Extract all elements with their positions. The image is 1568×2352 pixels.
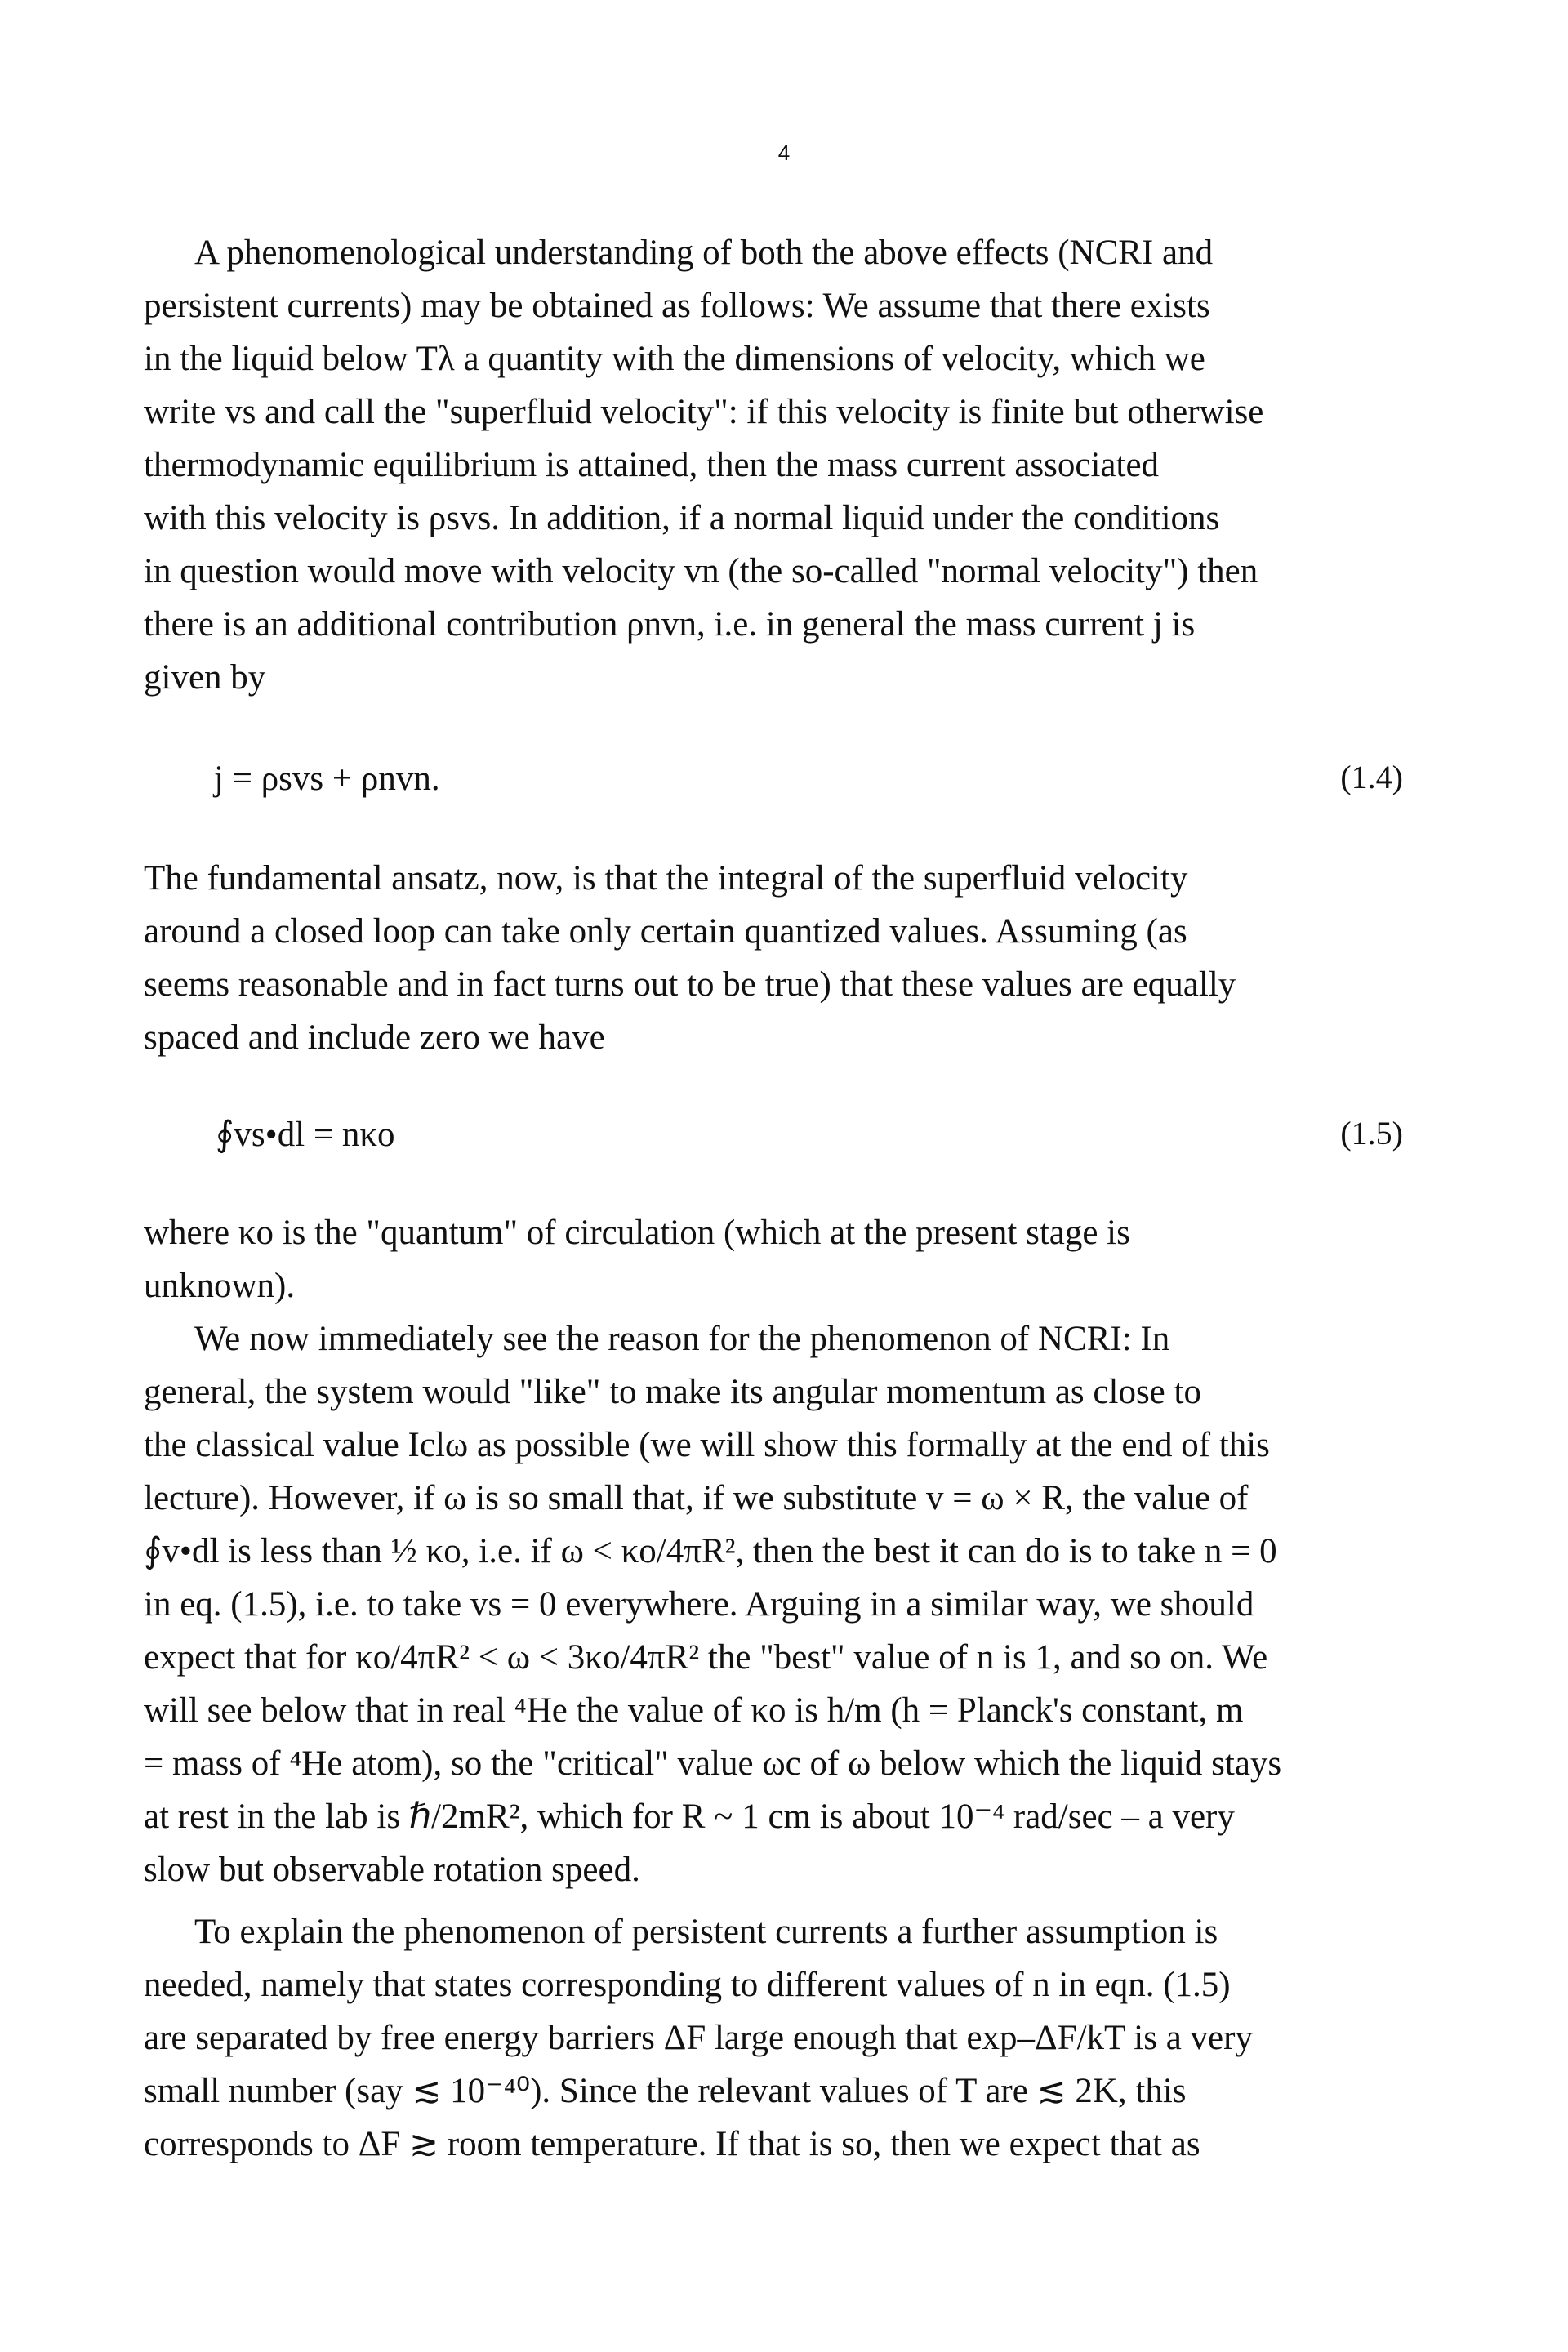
paragraph2-line-2: around a closed loop can take only certain quantized values. Assuming (as	[144, 912, 1187, 951]
paragraph1-line-1: A phenomenological understanding of both the above effects (NCRI and	[194, 234, 1214, 272]
paragraph5-line-4: small number (say ≲ 10⁻⁴⁰). Since the relevant values of T are ≲ 2K, this	[144, 2072, 1187, 2110]
equation-1-5-label: (1.5)	[1340, 1115, 1403, 1152]
equation-1-5: ∮vs•dl = nκo	[216, 1116, 395, 1154]
page-number: 4	[777, 140, 791, 165]
paragraph4-line-9: = mass of ⁴He atom), so the "critical" value ωc of ω below which the liquid stays	[144, 1744, 1282, 1783]
paragraph3-line-2: unknown).	[144, 1267, 296, 1305]
paragraph4-line-3: the classical value Iclω as possible (we will show this formally at the end of this	[144, 1426, 1270, 1464]
paragraph2-line-1: The fundamental ansatz, now, is that the integral of the superfluid velocity	[144, 859, 1188, 898]
paragraph1-line-3: in the liquid below Tλ a quantity with the dimensions of velocity, which we	[144, 340, 1205, 378]
paragraph2-line-4: spaced and include zero we have	[144, 1018, 605, 1057]
paragraph5-line-1: To explain the phenomenon of persistent currents a further assumption is	[194, 1913, 1218, 1951]
paragraph4-line-2: general, the system would "like" to make its angular momentum as close to	[144, 1373, 1201, 1411]
paragraph5-line-2: needed, namely that states corresponding to different values of n in eqn. (1.5)	[144, 1966, 1231, 2004]
equation-1-4: j = ρsvs + ρnvn.	[214, 760, 440, 798]
paragraph4-line-5: ∮v•dl is less than ½ κo, i.e. if ω < κo/4πR², then the best it can do is to take n = 0	[144, 1532, 1277, 1570]
equation-1-4-label: (1.4)	[1340, 759, 1403, 795]
paragraph1-line-9: given by	[144, 658, 266, 697]
paragraph5-line-5: corresponds to ΔF ≳ room temperature. If that is so, then we expect that as	[144, 2125, 1200, 2163]
paragraph1-line-8: there is an additional contribution ρnvn, i.e. in general the mass current j is	[144, 605, 1196, 644]
paragraph4-line-6: in eq. (1.5), i.e. to take vs = 0 everywhere. Arguing in a similar way, we should	[144, 1585, 1254, 1624]
paragraph2-line-3: seems reasonable and in fact turns out to be true) that these values are equally	[144, 965, 1236, 1004]
paragraph1-line-4: write vs and call the "superfluid velocity": if this velocity is finite but otherwise	[144, 393, 1264, 431]
paragraph4-line-10: at rest in the lab is ℏ/2mR², which for R ~ 1 cm is about 10⁻⁴ rad/sec – a very	[144, 1797, 1235, 1836]
paragraph1-line-6: with this velocity is ρsvs. In addition, if a normal liquid under the conditions	[144, 499, 1220, 537]
paragraph4-line-4: lecture). However, if ω is so small that, if we substitute v = ω × R, the value of	[144, 1479, 1249, 1517]
paragraph3-line-1: where κo is the "quantum" of circulation (which at the present stage is	[144, 1214, 1130, 1252]
paragraph4-line-7: expect that for κo/4πR² < ω < 3κo/4πR² the "best" value of n is 1, and so on. We	[144, 1638, 1268, 1677]
paragraph4-line-8: will see below that in real ⁴He the value of κo is h/m (h = Planck's constant, m	[144, 1691, 1244, 1730]
paragraph1-line-7: in question would move with velocity vn (the so-called "normal velocity") then	[144, 552, 1258, 590]
paragraph4-line-11: slow but observable rotation speed.	[144, 1851, 640, 1889]
paragraph1-line-2: persistent currents) may be obtained as follows: We assume that there exists	[144, 287, 1210, 325]
paragraph4-line-1: We now immediately see the reason for the phenomenon of NCRI: In	[194, 1320, 1170, 1358]
paragraph1-line-5: thermodynamic equilibrium is attained, then the mass current associated	[144, 446, 1160, 484]
paragraph5-line-3: are separated by free energy barriers ΔF large enough that exp–ΔF/kT is a very	[144, 2019, 1253, 2057]
